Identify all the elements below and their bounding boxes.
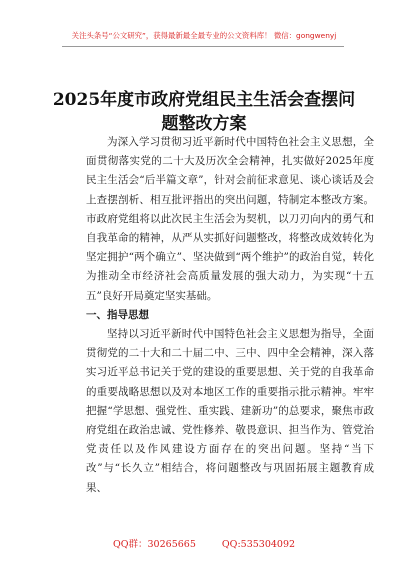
promo-banner: 关注头条号“公文研究”，获得最新最全最专业的公文资料库！ 微信：gongwenyj xyxy=(71,31,337,40)
intro-paragraph: 为深入学习贯彻习近平新时代中国特色社会主义思想，全面贯彻落实党的二十大及历次全会精神，扎实做好2025年度民主生活会“后半篇文章”，针对会前征求意见、谈心谈话及会上查摆剖析、相互批评指出的突出问题，特制定本整改方案。市政府党组将以此次民主生活会为契机，以刀刃向内的勇气和自我革命的精神，从严从实抓好问题整改，将整改成效转化为坚定拥护“两个确立”、坚决做到“两个维护”的政治自觉，转化为推动全市经济社会高质量发展的强大动力，为实现“十五五”良好开局奠定坚实基础。 xyxy=(86,136,374,302)
section-heading-guiding-ideology: 一、指导思想 xyxy=(86,308,149,321)
guiding-ideology-paragraph: 坚持以习近平新时代中国特色社会主义思想为指导，全面贯彻党的二十大和二十届二中、三中、四中全会精神，深入落实习近平总书记关于党的建设的重要思想、关于党的自我革命的重要战略思想以及对本地区工作的重要指示批示精神。牢牢把握“学思想、强党性、重实践、建新功”的总要求，聚焦市政府党组在政治忠诚、党性修养、敬畏意识、担当作为、管党治党责任以及作风建设方面存在的突出问题。坚持“当下改”与“长久立”相结合，将问题整改与巩固拓展主题教育成果、 xyxy=(86,328,374,494)
header-divider xyxy=(62,46,344,47)
document-body xyxy=(86,133,374,498)
footer-qq-number: QQ:535304092 xyxy=(221,539,296,550)
document-title: 2025年度市政府党组民主生活会查摆问题整改方案 xyxy=(52,90,356,134)
footer-contact xyxy=(0,536,408,550)
footer-qq-group: QQ群：30265665 xyxy=(112,539,196,550)
